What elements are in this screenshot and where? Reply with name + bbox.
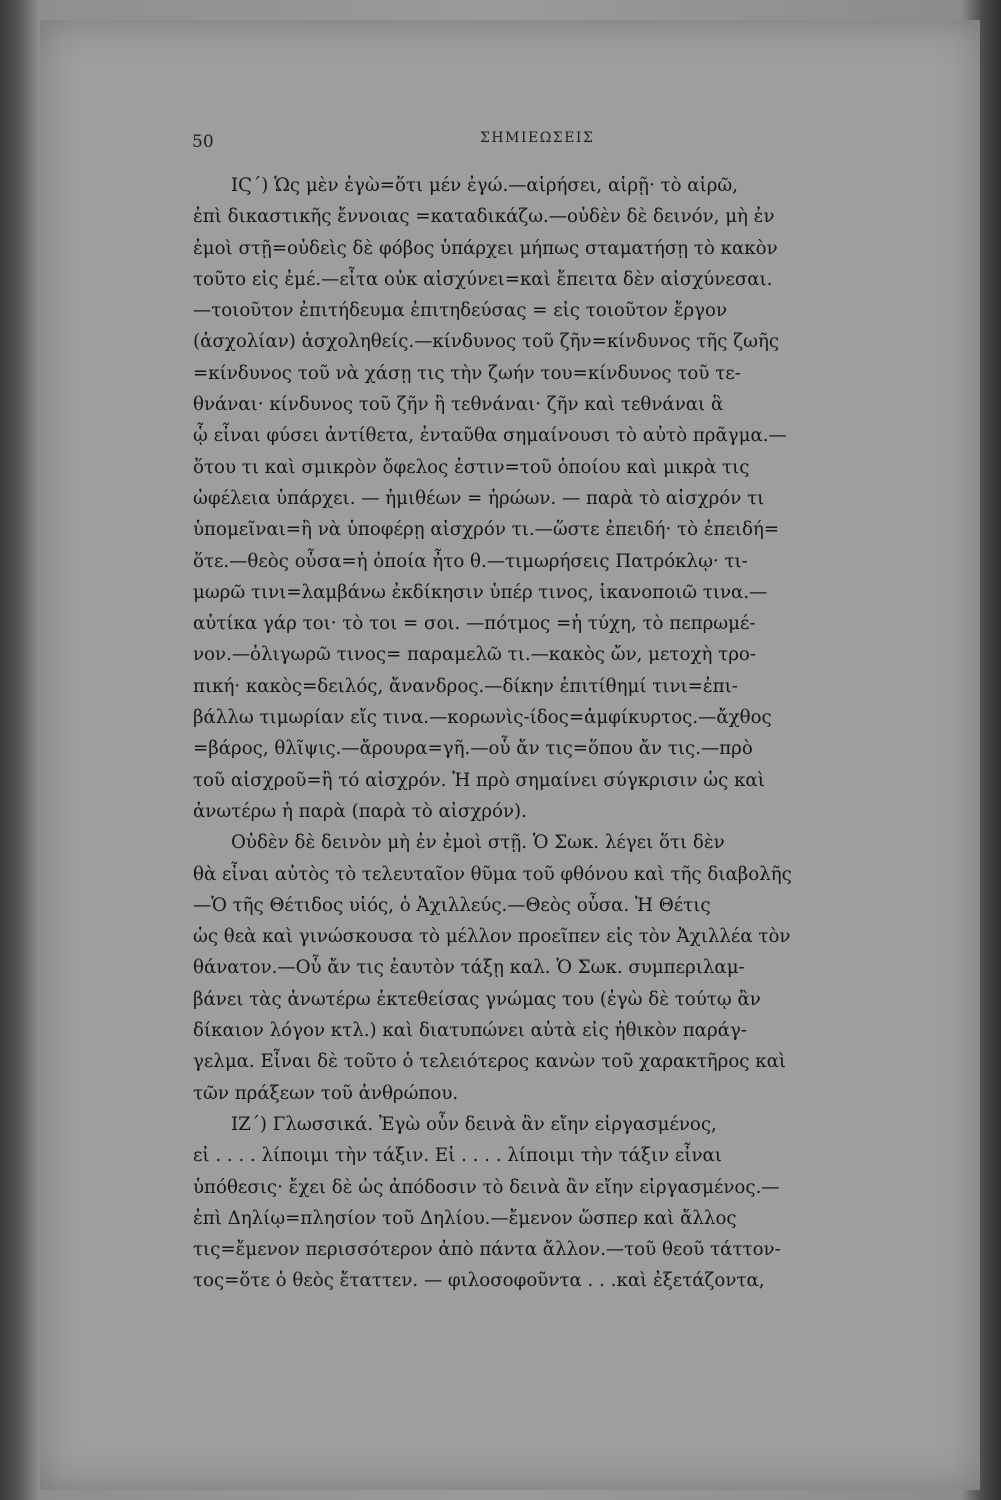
text-line: γελμα. Εἶναι δὲ τοῦτο ὁ τελειότερος κανὼν τοῦ χαρακτῆρος καὶ — [193, 1051, 787, 1073]
text-line: ἀνωτέρω ἡ παρὰ (παρὰ τὸ αἰσχρόν). — [193, 800, 527, 822]
text-line: βάλλω τιμωρίαν εἴς τινα.—κορωνὶς-ίδος=ἀμφίκυρτος.—ἄχθος — [193, 707, 772, 729]
text-line: ἐμοὶ στῇ=οὐδεὶς δὲ φόβος ὑπάρχει μήπως σταματήσῃ τὸ κακὸν — [193, 237, 778, 259]
text-line: ὑπόθεσις· ἔχει δὲ ὡς ἀπόδοσιν τὸ δεινὰ ἂν εἴην εἰργασμένος.— — [193, 1176, 780, 1198]
text-line: ἐπὶ Δηλίῳ=πλησίον τοῦ Δηλίου.—ἔμενον ὥσπερ καὶ ἄλλος — [193, 1207, 737, 1229]
text-line: =βάρος, θλῖψις.—ἄρουρα=γῆ.—οὗ ἄν τις=ὅπου ἄν τις.—πρὸ — [193, 738, 753, 760]
text-line: ὅτου τι καὶ σμικρὸν ὄφελος ἐστιν=τοῦ ὁποίου καὶ μικρὰ τις — [193, 456, 750, 478]
text-line: πική· κακὸς=δειλός, ἄνανδρος.—δίκην ἐπιτίθημί τινι=ἐπι- — [193, 675, 738, 697]
body-text — [193, 170, 908, 1297]
text-line: —Ὁ τῆς Θέτιδος υἱός, ὁ Ἀχιλλεύς.—Θεὸς οὖσα. Ἡ Θέτις — [193, 894, 711, 916]
text-line: τοῦτο εἰς ἐμέ.—εἶτα οὐκ αἰσχύνει=καὶ ἔπειτα δὲν αἰσχύνεσαι. — [193, 268, 773, 290]
text-line: ὠφέλεια ὑπάρχει. — ἡμιθέων = ἡρώων. — παρὰ τὸ αἰσχρόν τι — [193, 487, 765, 509]
text-line: δίκαιον λόγον κτλ.) καὶ διατυπώνει αὐτὰ εἰς ἠθικὸν παράγ- — [193, 1020, 747, 1042]
running-title: ΣΗΜΙΕΩΣΕΙΣ — [480, 130, 595, 146]
text-line: βάνει τὰς ἀνωτέρω ἐκτεθείσας γνώμας του (ἐγὼ δὲ τούτῳ ἂν — [193, 988, 761, 1010]
text-line: τος=ὅτε ὁ θεὸς ἔταττεν. — φιλοσοφοῦντα . . .καὶ ἐξετάζοντα, — [193, 1270, 765, 1292]
text-line: ἐπὶ δικαστικῆς ἔννοιας =καταδικάζω.—οὐδὲν δὲ δεινόν, μὴ ἐν — [193, 206, 775, 228]
text-line: μωρῶ τινι=λαμβάνω ἐκδίκησιν ὑπέρ τινος, ἱκανοποιῶ τινα.— — [193, 581, 768, 603]
text-line: τις=ἔμενον περισσότερον ἀπὸ πάντα ἄλλον.—τοῦ θεοῦ τάττον- — [193, 1239, 781, 1261]
text-line: εἰ . . . . λίποιμι τὴν τάξιν. Εἰ . . . . λίποιμι τὴν τάξιν εἶναι — [193, 1145, 722, 1167]
text-line: =κίνδυνος τοῦ νὰ χάσῃ τις τὴν ζωήν του=κίνδυνος τοῦ τε- — [193, 362, 741, 384]
text-line: αὐτίκα γάρ τοι· τὸ τοι = σοι. —πότμος =ἡ τύχη, τὸ πεπρωμέ- — [193, 613, 756, 635]
text-line: ΙΖ΄) Γλωσσικά. Ἐγὼ οὖν δεινὰ ἂν εἴην εἰργασμένος, — [231, 1113, 717, 1135]
text-line: —τοιοῦτον ἐπιτήδευμα ἐπιτηδεύσας = εἰς τοιοῦτον ἔργον — [193, 300, 728, 322]
text-line: ὡς θεὰ καὶ γινώσκουσα τὸ μέλλον προεῖπεν εἰς τὸν Ἀχιλλέα τὸν — [193, 926, 791, 948]
text-line: ΙϚ΄) Ὡς μὲν ἐγὼ=ὅτι μέν ἐγώ.—αἱρήσει, αἱρῇ· τὸ αἱρῶ, — [231, 175, 739, 196]
text-line: ὑπομεῖναι=ἢ νὰ ὑποφέρῃ αἰσχρόν τι.—ὥστε ἐπειδή· τὸ ἐπειδή= — [193, 519, 780, 541]
text-line: θὰ εἶναι αὐτὸς τὸ τελευταῖον θῦμα τοῦ φθόνου καὶ τῆς διαβολῆς — [193, 863, 792, 885]
text-line: (ἀσχολίαν) ἀσχοληθείς.—κίνδυνος τοῦ ζῆν=κίνδυνος τῆς ζωῆς — [193, 331, 780, 353]
text-line: τῶν πράξεων τοῦ ἀνθρώπου. — [193, 1082, 459, 1104]
text-line: ὅτε.—θεὸς οὖσα=ἡ ὁποία ἦτο θ.—τιμωρήσεις Πατρόκλῳ· τι- — [193, 550, 748, 572]
text-line: νον.—ὀλιγωρῶ τινος= παραμελῶ τι.—κακὸς ὤν, μετοχὴ τρο- — [193, 644, 756, 666]
text-line: τοῦ αἰσχροῦ=ἢ τό αἰσχρόν. Ἡ πρὸ σημαίνει σύγκρισιν ὡς καὶ — [193, 769, 765, 791]
page-number: 50 — [192, 132, 214, 152]
text-line: ᾧ εἶναι φύσει ἀντίθετα, ἐνταῦθα σημαίνουσι τὸ αὐτὸ πρᾶγμα.— — [193, 425, 787, 447]
text-line: Οὐδὲν δὲ δεινὸν μὴ ἐν ἐμοὶ στῇ. Ὁ Σωκ. λέγει ὅτι δὲν — [231, 832, 725, 854]
text-line: θάνατον.—Οὗ ἄν τις ἑαυτὸν τάξῃ καλ. Ὁ Σωκ. συμπεριλαμ- — [193, 957, 745, 979]
text-line: θνάναι· κίνδυνος τοῦ ζῆν ἢ τεθνάναι· ζῆν καὶ τεθνάναι ἃ — [193, 394, 724, 416]
